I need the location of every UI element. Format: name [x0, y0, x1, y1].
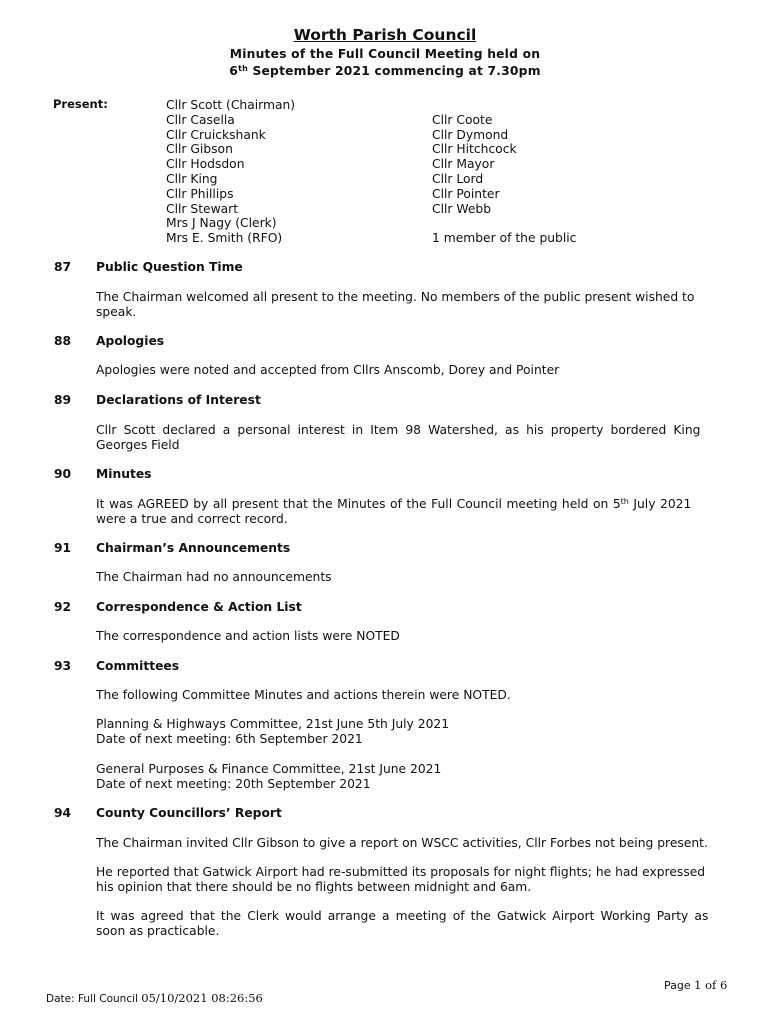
date-label: Date: Full Council	[46, 993, 142, 1005]
section-number: 88	[54, 334, 72, 348]
present-column-1	[166, 98, 295, 246]
attendee: Cllr Scott (Chairman)	[166, 98, 296, 112]
paragraph-line: It was agreed that the Clerk would arrange a meeting of the Gatwick Airport Working Party as	[96, 909, 709, 923]
paragraph-text: July 2021	[628, 497, 692, 511]
paragraph-line: General Purposes & Finance Committee, 21st June 2021	[96, 762, 442, 776]
attendee: Cllr Stewart	[166, 201, 239, 216]
paragraph-line: The Chairman invited Cllr Gibson to give a report on WSCC activities, Cllr Forbes not being present.	[96, 836, 708, 850]
section-paragraph	[96, 423, 731, 453]
section-paragraph	[96, 497, 731, 527]
section-heading: Chairman’s Announcements	[96, 541, 291, 555]
section-paragraph	[96, 629, 731, 644]
date-value: 05/10/2021 08:26:56	[141, 991, 263, 1005]
section-number: 87	[54, 260, 72, 274]
section-paragraph	[96, 363, 731, 378]
attendee: Cllr Phillips	[166, 186, 234, 201]
paragraph-line: Georges Field	[96, 438, 180, 452]
section-number: 90	[54, 467, 72, 481]
meeting-subtitle-line2	[0, 64, 770, 78]
attendee: Cllr Hitchcock	[432, 142, 517, 157]
attendee: Cllr Coote	[432, 112, 493, 127]
attendee: Cllr Dymond	[432, 127, 509, 142]
section-paragraph	[96, 762, 731, 792]
paragraph-line: speak.	[96, 305, 137, 319]
attendee: Cllr Mayor	[432, 157, 495, 172]
section-paragraph	[96, 836, 731, 851]
attendee: Cllr Pointer	[432, 186, 500, 201]
page-title: Worth Parish Council	[293, 26, 477, 44]
paragraph-line: Date of next meeting: 6th September 2021	[96, 732, 363, 746]
section-number: 93	[54, 659, 72, 673]
attendee: Cllr Lord	[432, 171, 484, 186]
attendee: Cllr Webb	[432, 201, 491, 216]
section-heading: County Councillors’ Report	[96, 806, 282, 820]
paragraph-text: It was AGREED by all present that the Minutes of the Full Council meeting held on 5	[96, 497, 621, 511]
section-heading: Correspondence & Action List	[96, 600, 302, 614]
section-heading: Apologies	[96, 334, 165, 348]
page-label: Page	[664, 979, 695, 992]
paragraph-line: Planning & Highways Committee, 21st June 5th July 2021	[96, 717, 450, 731]
attendee: Cllr Hodsdon	[166, 157, 245, 172]
section-paragraph	[96, 290, 731, 320]
meeting-day: 6	[229, 64, 239, 78]
paragraph-line: soon as practicable.	[96, 924, 220, 938]
attendee: Mrs J Nagy (Clerk)	[166, 216, 277, 231]
section-heading: Declarations of Interest	[96, 393, 261, 407]
present-column-2	[432, 98, 576, 246]
section-heading: Committees	[96, 659, 180, 673]
paragraph-line: Apologies were noted and accepted from Cllrs Anscomb, Dorey and Pointer	[96, 363, 560, 377]
paragraph-line: were a true and correct record.	[96, 512, 288, 526]
paragraph-line: his opinion that there should be no flights between midnight and 6am.	[96, 880, 532, 894]
section-number: 92	[54, 600, 72, 614]
paragraph-line: Date of next meeting: 20th September 2021	[96, 777, 371, 791]
footer-date	[46, 991, 263, 1005]
attendee: Mrs E. Smith (RFO)	[166, 231, 283, 246]
paragraph-line: Cllr Scott declared a personal interest in Item 98 Watershed, as his property bordered King	[96, 423, 701, 437]
meeting-date-rest: September 2021 commencing at 7.30pm	[247, 64, 541, 78]
section-paragraph	[96, 688, 731, 703]
page-count: 1 of 6	[694, 978, 728, 992]
page-number	[664, 978, 727, 992]
paragraph-line: He reported that Gatwick Airport had re-submitted its proposals for night flights; he had expressed	[96, 865, 706, 879]
attendee: 1 member of the public	[432, 231, 577, 246]
meeting-day-suffix: th	[238, 64, 248, 73]
section-paragraph	[96, 717, 731, 747]
section-heading: Public Question Time	[96, 260, 243, 274]
present-label: Present:	[53, 97, 108, 111]
section-paragraph	[96, 865, 731, 895]
section-paragraph	[96, 570, 731, 585]
paragraph-line: The Chairman welcomed all present to the meeting. No members of the public present wished to	[96, 290, 695, 304]
attendee: Cllr Casella	[166, 112, 235, 127]
section-number: 89	[54, 393, 72, 407]
ordinal-suffix: th	[620, 497, 629, 506]
attendee: Cllr Cruickshank	[166, 127, 266, 142]
attendee: Cllr King	[166, 171, 218, 186]
section-paragraph	[96, 909, 731, 939]
meeting-subtitle-line1: Minutes of the Full Council Meeting held on	[229, 47, 541, 61]
section-number: 94	[54, 806, 72, 820]
paragraph-line: The correspondence and action lists were NOTED	[96, 629, 400, 643]
section-heading: Minutes	[96, 467, 152, 481]
paragraph-line: The following Committee Minutes and actions therein were NOTED.	[96, 688, 511, 702]
paragraph-line	[96, 497, 731, 512]
attendee: Cllr Gibson	[166, 142, 233, 157]
section-number: 91	[54, 541, 72, 555]
paragraph-line: The Chairman had no announcements	[96, 570, 332, 584]
